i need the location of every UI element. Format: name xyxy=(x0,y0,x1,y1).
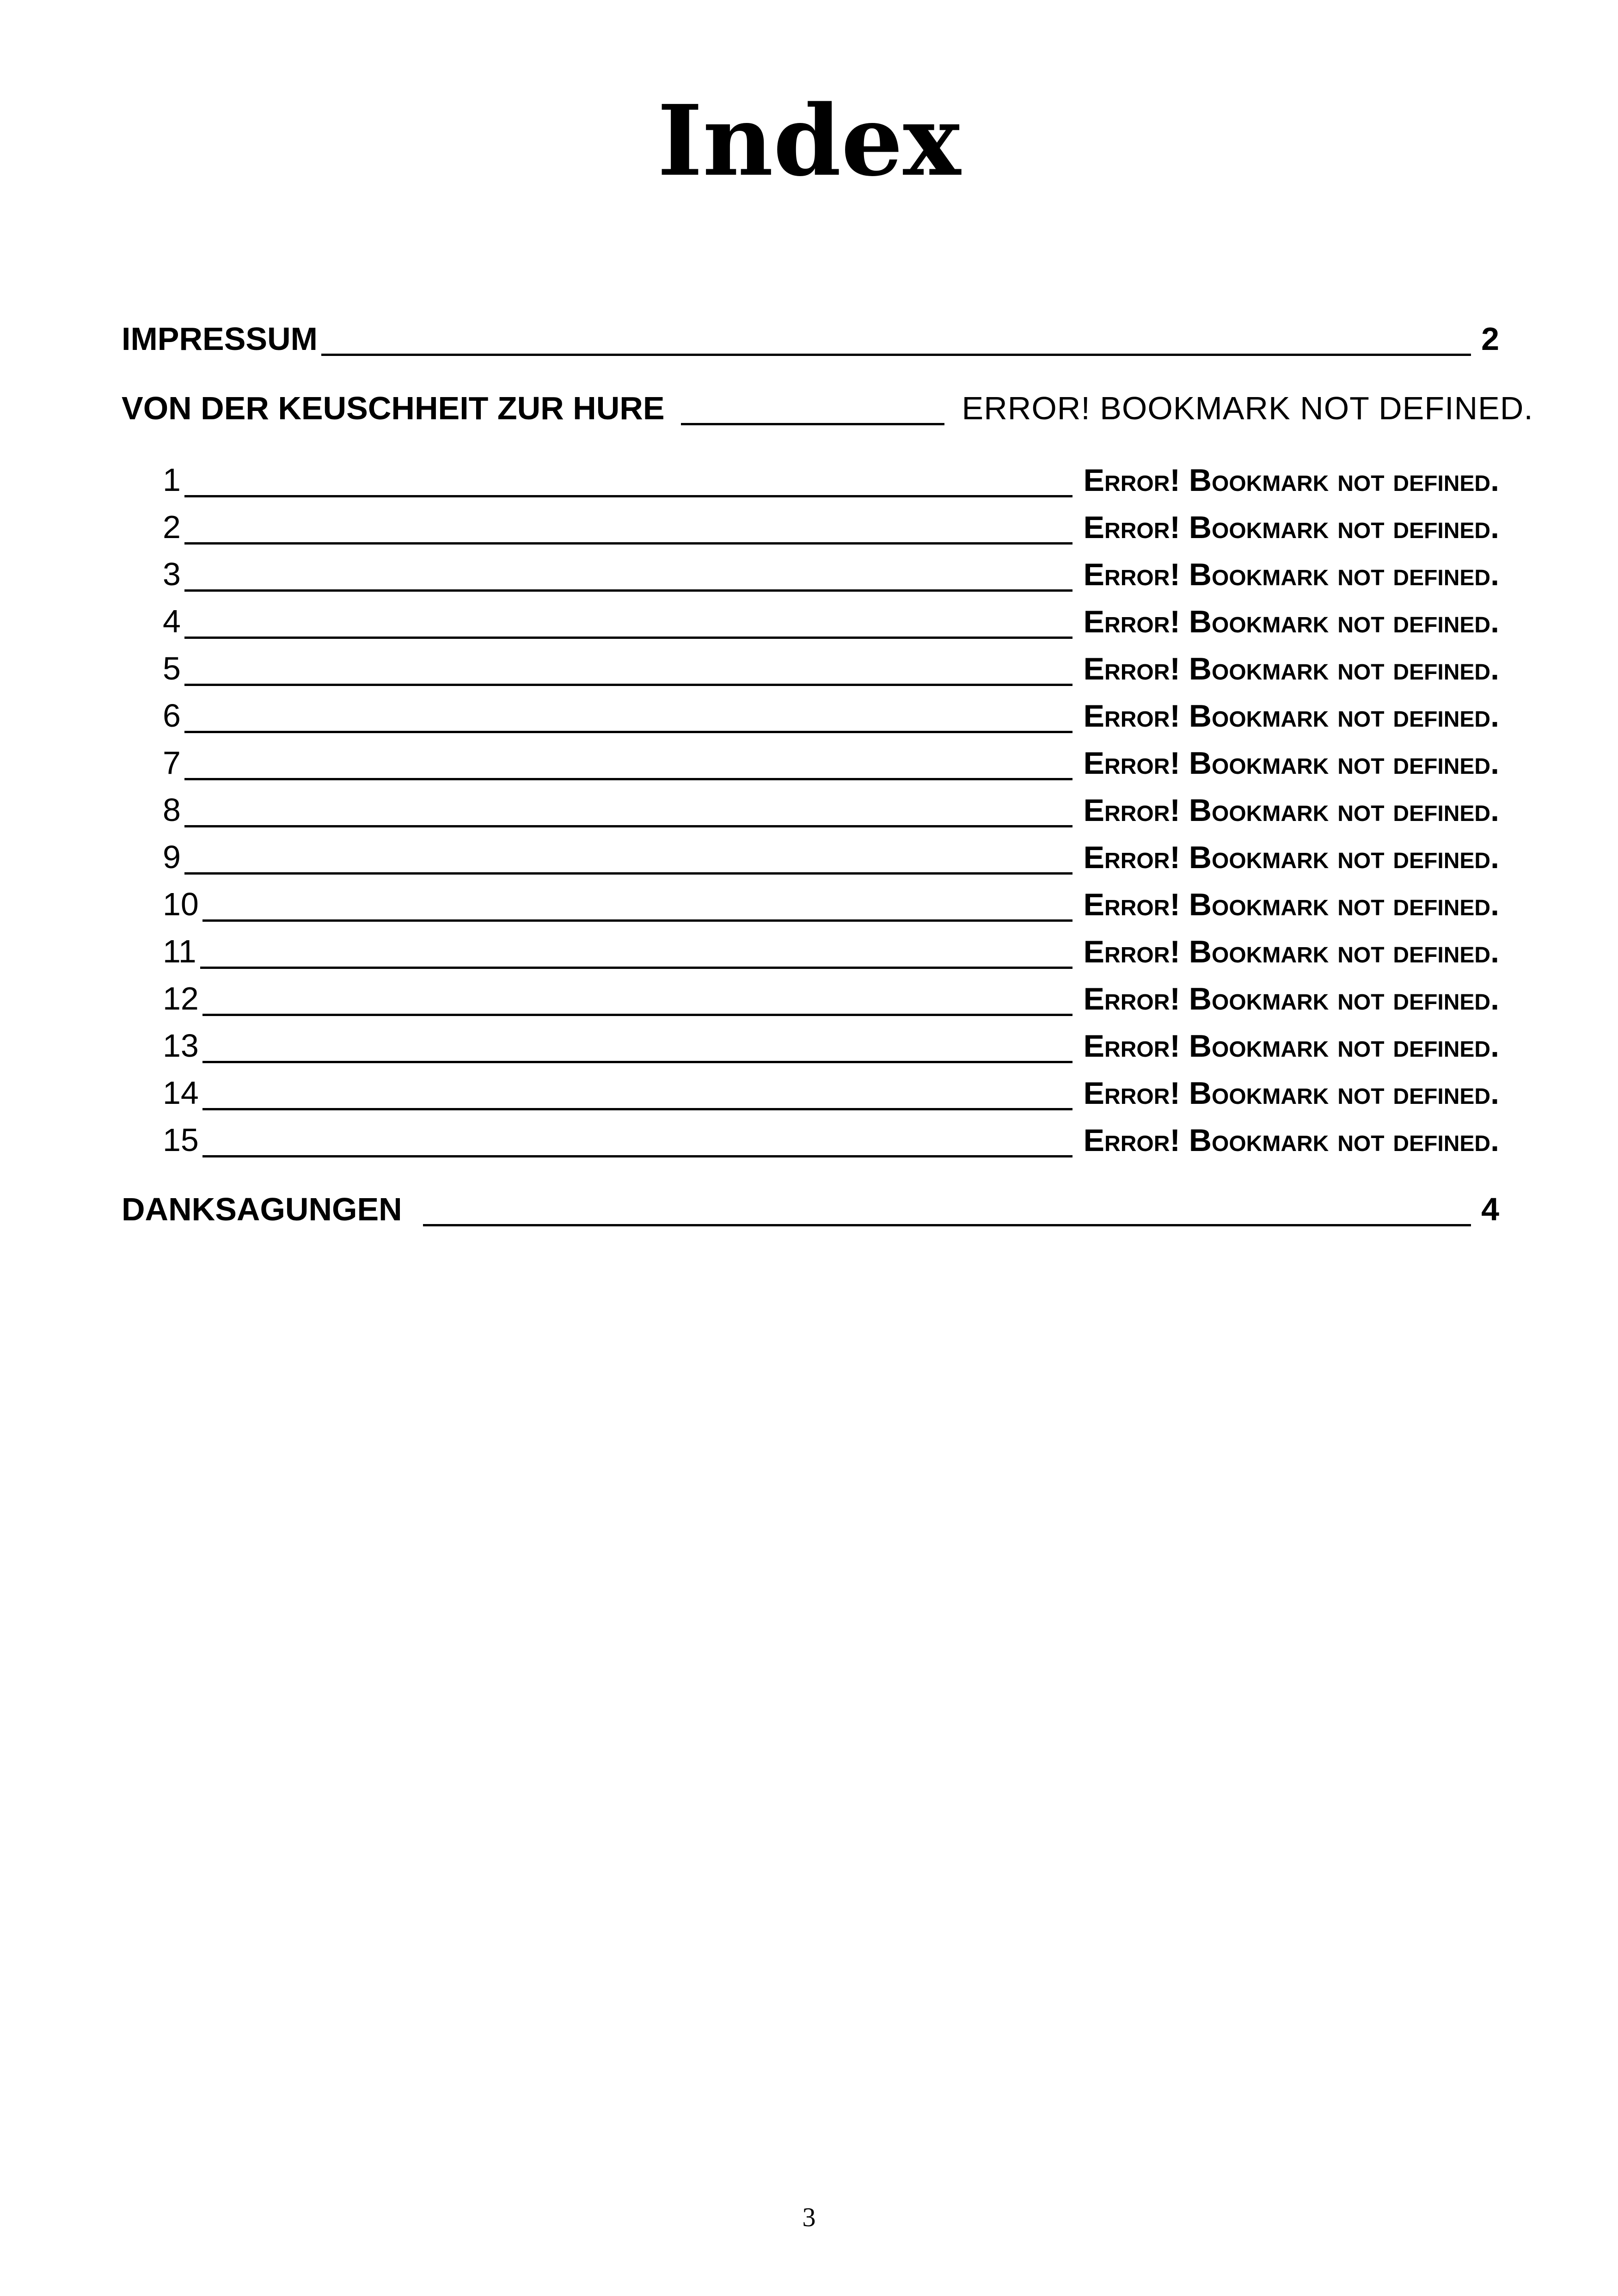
toc-subentry-page: Error! Bookmark not defined. xyxy=(1083,934,1499,969)
toc-subentry-5[interactable] xyxy=(163,648,1499,690)
toc-subentry-label: 11 xyxy=(163,933,196,969)
toc-leader-line xyxy=(321,354,1471,356)
toc-leader-line xyxy=(200,967,1073,969)
toc-subentry-page: Error! Bookmark not defined. xyxy=(1083,651,1499,686)
toc-entry-chapter[interactable] xyxy=(122,387,1533,429)
toc-subentry-label: 7 xyxy=(163,745,181,781)
toc-subentry-4[interactable] xyxy=(163,600,1499,643)
toc-leader-line xyxy=(202,1108,1073,1110)
toc-subentry-label: 15 xyxy=(163,1122,199,1158)
toc-subentry-page: Error! Bookmark not defined. xyxy=(1083,1029,1499,1064)
toc-leader-line xyxy=(202,919,1073,922)
toc-subentry-label: 8 xyxy=(163,792,181,828)
toc-subentry-3[interactable] xyxy=(163,553,1499,595)
toc-entry-danksagungen[interactable] xyxy=(122,1188,1499,1230)
toc-subentry-13[interactable] xyxy=(163,1025,1499,1067)
toc-entry-label: VON DER KEUSCHHEIT ZUR HURE xyxy=(122,390,665,426)
toc-subentry-label: 14 xyxy=(163,1075,199,1111)
toc-entry-label: DANKSAGUNGEN xyxy=(122,1191,402,1227)
toc-subentry-page: Error! Bookmark not defined. xyxy=(1083,840,1499,875)
toc-leader-line xyxy=(184,637,1073,639)
page-number: 3 xyxy=(802,2202,816,2232)
toc-subentry-14[interactable] xyxy=(163,1072,1499,1114)
toc-entry-impressum[interactable] xyxy=(122,318,1499,360)
toc-subentry-label: 3 xyxy=(163,556,181,592)
toc-subentry-6[interactable] xyxy=(163,695,1499,737)
toc-leader-line xyxy=(184,684,1073,686)
toc-leader-line xyxy=(184,589,1073,592)
toc-leader-line xyxy=(184,542,1073,545)
toc-subentry-8[interactable] xyxy=(163,789,1499,831)
toc-leader-line xyxy=(202,1061,1073,1063)
toc-entry-page: ERROR! BOOKMARK NOT DEFINED. xyxy=(962,390,1533,426)
toc-subentry-page: Error! Bookmark not defined. xyxy=(1083,604,1499,639)
toc-subentry-page: Error! Bookmark not defined. xyxy=(1083,510,1499,545)
toc-leader-line xyxy=(184,731,1073,733)
toc-leader-line xyxy=(184,495,1073,497)
toc-subentry-page: Error! Bookmark not defined. xyxy=(1083,887,1499,922)
toc-subentry-label: 10 xyxy=(163,886,199,922)
toc-subentry-page: Error! Bookmark not defined. xyxy=(1083,793,1499,828)
toc-subentry-page: Error! Bookmark not defined. xyxy=(1083,698,1499,734)
toc-leader-line xyxy=(202,1014,1073,1016)
toc-subentry-label: 6 xyxy=(163,698,181,734)
toc-entry-label: IMPRESSUM xyxy=(122,321,318,357)
toc-subentry-label: 9 xyxy=(163,839,181,875)
toc-subentry-page: Error! Bookmark not defined. xyxy=(1083,1123,1499,1158)
toc-subentry-page: Error! Bookmark not defined. xyxy=(1083,1076,1499,1111)
toc-subentry-label: 4 xyxy=(163,603,181,639)
toc-subentry-10[interactable] xyxy=(163,883,1499,925)
toc-subentry-page: Error! Bookmark not defined. xyxy=(1083,463,1499,498)
toc-leader-line xyxy=(681,423,944,425)
toc-leader-line xyxy=(184,825,1073,827)
toc-subentry-15[interactable] xyxy=(163,1119,1499,1161)
toc-leader-line xyxy=(184,778,1073,780)
toc-subentry-12[interactable] xyxy=(163,978,1499,1020)
toc-subentry-11[interactable] xyxy=(163,931,1499,973)
toc-subentry-7[interactable] xyxy=(163,742,1499,784)
toc-subentry-label: 2 xyxy=(163,509,181,545)
toc-subentry-label: 5 xyxy=(163,650,181,686)
toc-subentry-page: Error! Bookmark not defined. xyxy=(1083,557,1499,592)
toc-leader-line xyxy=(423,1224,1471,1226)
toc-leader-line xyxy=(202,1155,1073,1157)
toc-subentry-2[interactable] xyxy=(163,506,1499,548)
toc-subentry-page: Error! Bookmark not defined. xyxy=(1083,746,1499,781)
toc-subentry-9[interactable] xyxy=(163,836,1499,878)
toc-leader-line xyxy=(184,872,1073,875)
toc-subentry-label: 1 xyxy=(163,462,181,498)
toc-subentry-1[interactable] xyxy=(163,459,1499,501)
page-title: Index xyxy=(657,84,961,198)
toc-subentry-label: 12 xyxy=(163,980,199,1016)
toc-subentry-page: Error! Bookmark not defined. xyxy=(1083,981,1499,1016)
toc-subentry-label: 13 xyxy=(163,1028,199,1064)
toc-entry-page: 4 xyxy=(1481,1191,1499,1227)
toc-entry-page: 2 xyxy=(1481,321,1499,357)
